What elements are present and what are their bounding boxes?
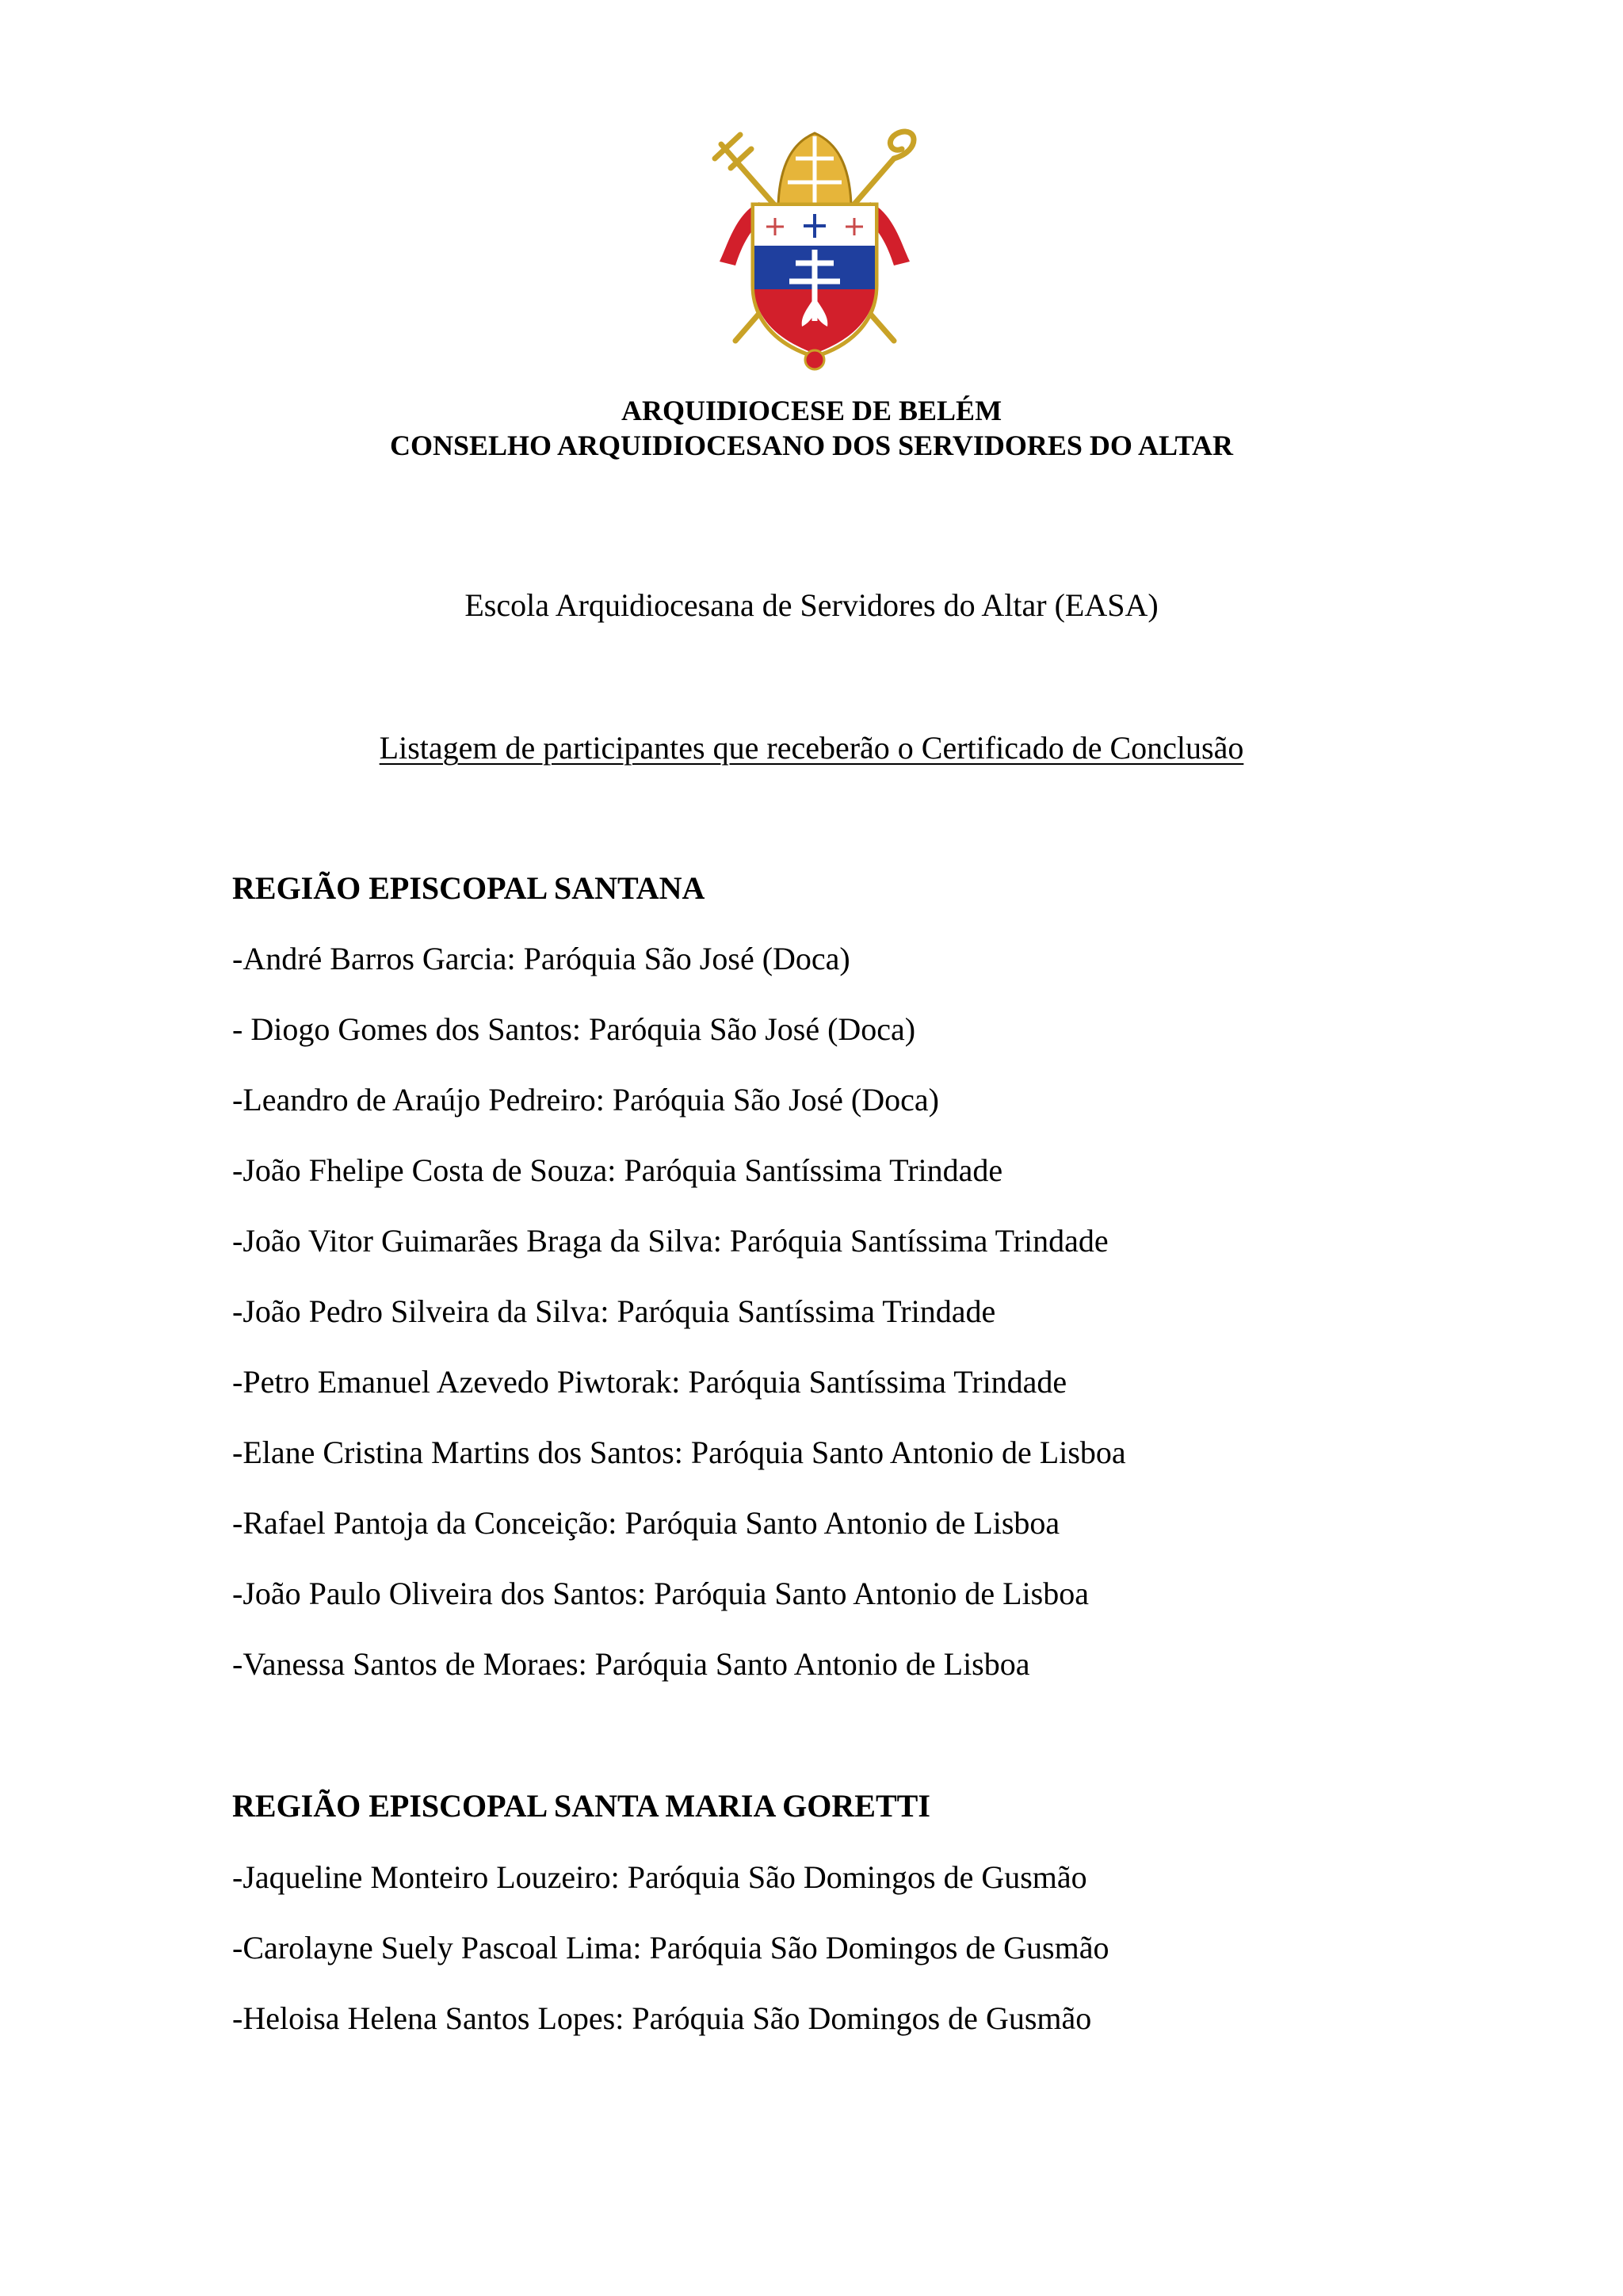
school-title: Escola Arquidiocesana de Servidores do Altar (EASA) bbox=[464, 587, 1159, 623]
participant-item: -Elane Cristina Martins dos Santos: Paróquia Santo Antonio de Lisboa bbox=[232, 1435, 1126, 1470]
participant-item: -João Vitor Guimarães Braga da Silva: Paróquia Santíssima Trindade bbox=[232, 1223, 1109, 1259]
listing-title-text: Listagem de participantes que receberão o Certificado de Conclusão bbox=[379, 730, 1244, 766]
participant-item: -Rafael Pantoja da Conceição: Paróquia Santo Antonio de Lisboa bbox=[232, 1505, 1060, 1541]
participant-item: -João Paulo Oliveira dos Santos: Paróquia Santo Antonio de Lisboa bbox=[232, 1576, 1089, 1611]
participant-item: -Petro Emanuel Azevedo Piwtorak: Paróquia Santíssima Trindade bbox=[232, 1364, 1067, 1400]
participant-item: -Vanessa Santos de Moraes: Paróquia Santo Antonio de Lisboa bbox=[232, 1646, 1030, 1682]
participant-list-santa-maria-goretti bbox=[232, 1859, 1109, 2070]
archdiocese-coat-of-arms-icon bbox=[704, 127, 926, 372]
org-title-line1: ARQUIDIOCESE DE BELÉM bbox=[621, 395, 1002, 426]
participant-item: -André Barros Garcia: Paróquia São José (Doca) bbox=[232, 941, 850, 976]
region-heading-santana: REGIÃO EPISCOPAL SANTANA bbox=[232, 870, 705, 906]
participant-item: -Jaqueline Monteiro Louzeiro: Paróquia São Domingos de Gusmão bbox=[232, 1859, 1087, 1895]
participant-list-santana bbox=[232, 940, 1126, 1716]
participant-item: - Diogo Gomes dos Santos: Paróquia São José (Doca) bbox=[232, 1011, 916, 1047]
participant-item: -João Fhelipe Costa de Souza: Paróquia Santíssima Trindade bbox=[232, 1152, 1003, 1188]
participant-item: -Carolayne Suely Pascoal Lima: Paróquia São Domingos de Gusmão bbox=[232, 1930, 1109, 1966]
participant-item: -Leandro de Araújo Pedreiro: Paróquia São José (Doca) bbox=[232, 1082, 939, 1117]
listing-title bbox=[0, 729, 1623, 767]
participant-item: -João Pedro Silveira da Silva: Paróquia Santíssima Trindade bbox=[232, 1293, 996, 1329]
org-title-line2: CONSELHO ARQUIDIOCESANO DOS SERVIDORES DO ALTAR bbox=[390, 430, 1233, 461]
region-heading-santa-maria-goretti: REGIÃO EPISCOPAL SANTA MARIA GORETTI bbox=[232, 1788, 930, 1824]
participant-item: -Heloisa Helena Santos Lopes: Paróquia São Domingos de Gusmão bbox=[232, 2000, 1092, 2036]
